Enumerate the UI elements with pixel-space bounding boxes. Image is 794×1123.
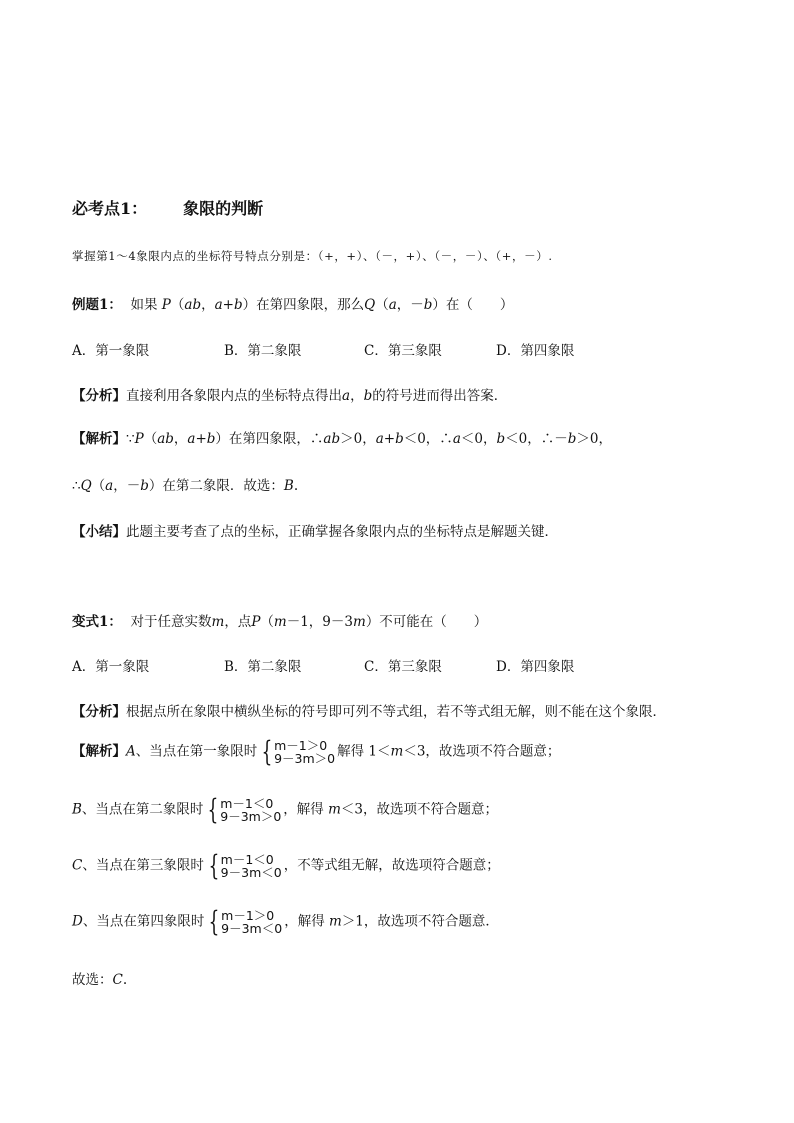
case-letter: C [72,857,83,874]
sys-row: 9－3m＞0 [220,809,282,824]
s-var: a [452,431,461,447]
example1-summary [72,520,558,540]
a-text: 直接利用各象限内点的坐标特点得出 [126,388,342,404]
v-var: m [211,614,225,630]
q-text: （ [375,297,389,313]
s-text: （ [143,431,158,447]
a-var: b [363,388,373,404]
q-text: ）在（ ） [432,297,514,313]
case-letter: B [72,801,82,818]
q-text: ，－ [396,297,424,313]
v-text: ，点 [224,614,252,630]
example1-analysis [72,384,507,404]
example1-option-d: D．第四象限 [496,343,575,359]
v-var: P [251,614,261,630]
case-prefix: 、当点在第一象限时 [135,743,258,760]
analysis-label: 【分析】 [72,704,126,720]
q-var: ab [184,297,202,313]
example1-option-b: B．第二象限 [224,343,302,359]
case-var: m [329,913,342,930]
q-text: 如果 [130,297,158,313]
case-var: m [328,801,341,818]
brace: { [208,849,220,882]
case-prefix: 、当点在第四象限时 [82,913,205,930]
variant1-answer [72,968,127,988]
q-var: b [423,297,433,313]
brace: { [207,793,219,826]
s-var: P [134,431,144,447]
s-text: ＞0， [576,431,612,447]
variant1-option-d: D．第四象限 [496,659,575,675]
case-result: ，解得 [283,801,329,818]
q-var: Q [364,297,376,313]
case-prefix: 、当点在第三象限时 [82,857,204,874]
s-var: b [496,431,506,447]
solution-label: 【解析】 [72,743,126,760]
s2-var: a [105,478,114,494]
s-text: ， [173,431,188,447]
s-text: ＜0，∴ [403,431,453,447]
v-text: 对于任意实数 [130,614,212,630]
case-result: ，解得 [284,913,329,930]
summary-text: 此题主要考查了点的坐标，正确掌握各象限内点的坐标特点是解题关键． [126,524,558,540]
a-text: 的符号进而得出答案． [372,388,508,404]
case-result: ＞1，故选项不符合题意． [341,913,499,930]
case-result: ＜3，故选项不符合题意； [340,801,498,818]
analysis-text: 根据点所在象限中横纵坐标的符号即可列不等式组，若不等式组无解，则不能在这个象限． [126,704,666,720]
s2-text: （ [91,478,106,494]
variant1-option-b: B．第二象限 [224,659,302,675]
s2-text: ∴ [72,478,81,494]
sys-row: m－1＜0 [220,796,274,811]
v-text: ）不可能在（ ） [365,614,488,630]
s-text: ＜0， [460,431,497,447]
inequality-system [205,849,282,882]
q-text: ， [201,297,215,313]
inequality-system [204,793,282,826]
a-var: a [342,388,351,404]
q-var: P [161,297,171,313]
q-var: a+b [214,297,243,313]
v-var: m [273,614,287,630]
brace: { [261,735,273,768]
sys-row: m－1＞0 [221,908,275,923]
case-result: ＜3，故选项不符合题意； [403,743,561,760]
s-text: ＞0， [340,431,376,447]
case-c [72,849,500,882]
answer-suffix: . [122,972,128,988]
case-b [72,793,498,826]
example1-question [72,293,513,313]
s-var: a+b [375,431,404,447]
s2-text: ，－ [113,478,141,494]
inequality-system [205,905,283,938]
section-title-text: 象限的判断 [183,199,264,218]
q-text: ）在第四象限，那么 [242,297,365,313]
variant1-label: 变式1： [72,614,122,630]
s-var: ab [157,431,174,447]
example1-solution [72,427,612,447]
case-d [72,905,499,938]
s-text: ∵ [126,431,135,447]
sys-row: 9－3m＞0 [274,751,336,766]
s-text: ＜0，∴－ [505,431,568,447]
case-result: 解得 1＜ [337,743,391,760]
variant1-question [72,610,487,630]
s-var: b [567,431,577,447]
s2-var: b [140,478,149,494]
variant1-option-c: C．第三象限 [364,659,442,675]
example1-option-a: A．第一象限 [72,343,150,359]
variant1-option-a: A．第一象限 [72,659,150,675]
summary-label: 【小结】 [72,524,126,540]
example1-option-c: C．第三象限 [364,343,442,359]
inequality-system [258,735,336,768]
case-var: m [390,743,404,760]
intro-text: 掌握第1～4象限内点的坐标符号特点分别是：（+，+）、（－，+）、（－，－）、（+，－）. [72,249,553,263]
case-prefix: 、当点在第二象限时 [81,801,204,818]
section-title [72,196,263,219]
sys-row: m－1＞0 [274,738,328,753]
s-var: ab [323,431,341,447]
brace: { [208,905,220,938]
v-text: －1，9－3 [286,614,353,630]
answer-value: C [112,972,123,988]
s-var: a+b [187,431,216,447]
q-var: a [388,297,397,313]
s2-var: Q [80,478,92,494]
solution-label: 【解析】 [72,431,126,447]
answer-prefix: 故选： [72,972,113,988]
s2-text: . [293,478,299,494]
s-text: ）在第四象限，∴ [215,431,324,447]
variant1-analysis [72,700,666,720]
sys-row: 9－3m＜0 [221,921,283,936]
case-letter: A [126,743,136,760]
case-letter: D [72,913,83,930]
a-text: ， [350,388,364,404]
case-result: ，不等式组无解，故选项符合题意； [283,857,500,874]
analysis-label: 【分析】 [72,388,126,404]
s2-text: ）在第二象限．故选： [148,478,284,494]
example1-label: 例题1： [72,297,122,313]
sys-row: 9－3m＜0 [220,865,282,880]
case-a [72,735,561,768]
q-text: （ [170,297,185,313]
example1-solution-line2 [72,474,298,494]
v-var: m [353,614,366,630]
v-text: （ [260,614,274,630]
section-title-label: 必考点1： [72,199,148,218]
sys-row: m－1＜0 [220,852,274,867]
s2-var: B [283,478,294,494]
